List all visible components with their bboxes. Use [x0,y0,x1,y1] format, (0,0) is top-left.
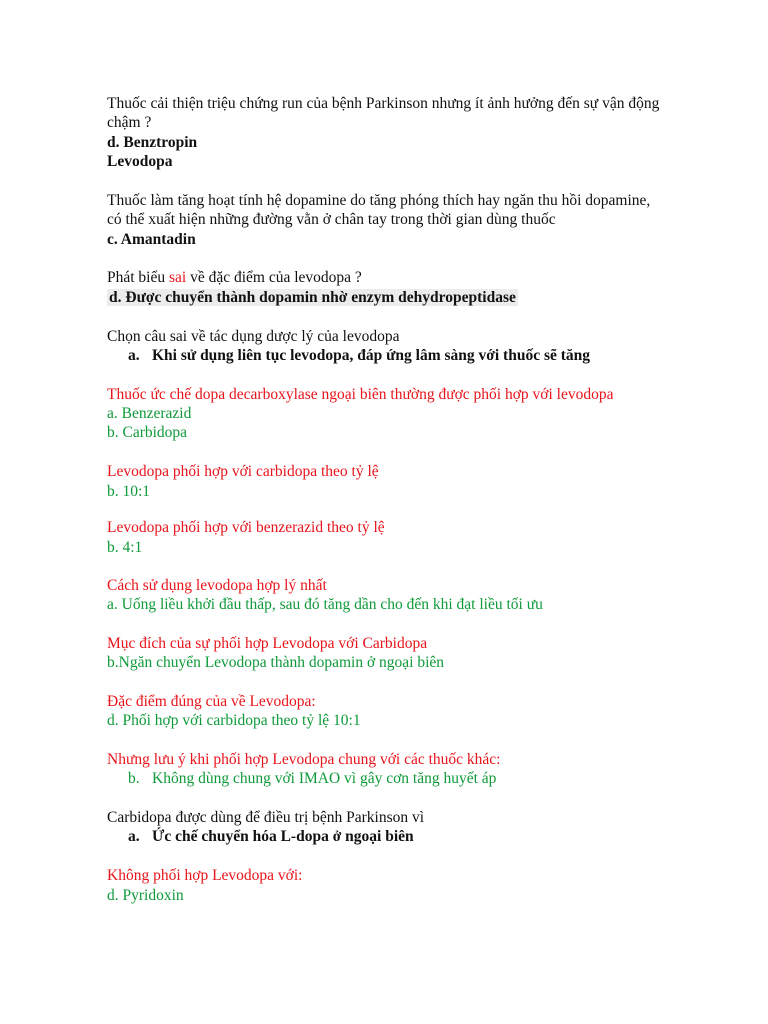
answer-list-item [128,827,414,846]
answer-text: b.Ngăn chuyển Levodopa thành dopamin ở ngoại biên [107,654,445,671]
question-text: có thể xuất hiện những đường vằn ở chân tay trong thời gian dùng thuốc [107,211,556,228]
question-text: Thuốc làm tăng hoạt tính hệ dopamine do tăng phóng thích hay ngăn thu hồi dopamine, [107,192,651,209]
question-text: Không phối hợp Levodopa với: [107,867,303,884]
highlight-word: sai [169,269,187,286]
list-number: a. [128,828,140,845]
answer-text: b. 10:1 [107,483,151,500]
question-text: Levodopa phối hợp với benzerazid theo tỷ lệ [107,519,385,536]
question-text: Thuốc ức chế dopa decarboxylase ngoại biên thường được phối hợp với levodopa [107,386,614,403]
question-text [107,268,362,287]
question-text: Cách sử dụng levodopa hợp lý nhất [107,577,327,594]
answer-text: d. Benztropin [107,134,198,151]
question-text: Carbidopa được dùng để điều trị bệnh Parkinson vì [107,809,425,826]
list-number: b. [128,770,140,787]
question-text-part: về đặc điểm của levodopa ? [186,269,362,286]
question-text: Mục đích của sự phối hợp Levodopa với Carbidopa [107,635,428,652]
answer-text: a. Benzerazid [107,405,192,422]
answer-text: Khi sử dụng liên tục levodopa, đáp ứng lâm sàng với thuốc sẽ tăng [152,347,591,364]
answer-text: b. Carbidopa [107,424,188,441]
highlighted-answer: d. Được chuyển thành dopamin nhờ enzym dehydropeptidase [109,289,516,306]
answer-extra: Levodopa [107,153,173,170]
answer-text: a. Uống liều khởi đầu thấp, sau đó tăng dần cho đến khi đạt liều tối ưu [107,596,543,613]
question-text: Thuốc cải thiện triệu chứng run của bệnh Parkinson nhưng ít ảnh hưởng đến sự vận động [107,95,660,112]
answer-text: b. 4:1 [107,539,143,556]
answer-text: Ức chế chuyển hóa L-dopa ở ngoại biên [152,828,414,845]
answer-list-item [128,769,496,788]
answer-text: Không dùng chung với IMAO vì gây cơn tăng huyết áp [152,770,497,787]
question-text: chậm ? [107,114,152,131]
answer-text: d. Pyridoxin [107,887,184,904]
answer-text: c. Amantadin [107,231,196,248]
answer-list-item [128,346,590,365]
question-text: Chọn câu sai về tác dụng dược lý của levodopa [107,328,400,345]
answer-text [107,288,518,307]
question-text-part: Phát biểu [107,269,169,286]
answer-text: d. Phối hợp với carbidopa theo tỷ lệ 10:1 [107,712,361,729]
question-text: Nhưng lưu ý khi phối hợp Levodopa chung với các thuốc khác: [107,751,501,768]
list-number: a. [128,347,140,364]
question-text: Levodopa phối hợp với carbidopa theo tỷ lệ [107,463,379,480]
question-text: Đặc điểm đúng của về Levodopa: [107,693,316,710]
